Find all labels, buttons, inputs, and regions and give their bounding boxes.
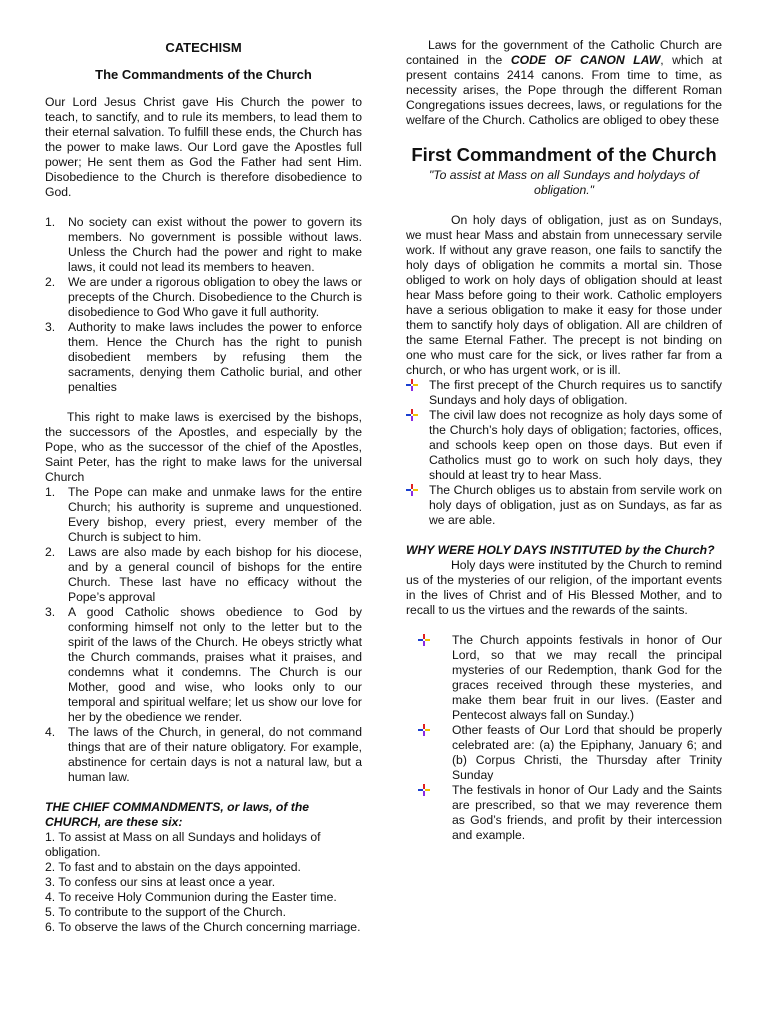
four-color-cross-bullet-icon: [406, 409, 418, 421]
commandments-heading: The Commandments of the Church: [95, 67, 312, 82]
list-item: 4. The laws of the Church, in general, do not command things that are of their nature obligatory. For example, abstinence for certain days is not a natural law, but a human law.: [45, 725, 362, 784]
holy-days-paragraph: On holy days of obligation, just as on Sundays, we must hear Mass and abstain from unnecessary servile work. If without any grave reason, one fails to sanctify the holy days of obligation he commits a mortal sin. Those obliged to work on holy days of obligation should at least hear Mass before going to their work. Catholic employers have a serious obligation to make it easy for those under them to sanctify holy days of obligation. All are children of the same Eternal Father. The precept is not binding on one who must care for the sick, or lives rather far from a church, or who has urgent work, or is ill.: [406, 213, 722, 377]
list-item: The festivals in honor of Our Lady and the Saints are prescribed, so that we may reverence them as God’s friends, and profit by their intercession and example.: [406, 783, 722, 843]
list-item: Other feasts of Our Lord that should be properly celebrated are: (a) the Epiphany, January 6; and (b) Corpus Christi, the Thursday after Trinity Sunday: [406, 723, 722, 783]
list-item: 6. To observe the laws of the Church concerning marriage.: [45, 920, 361, 934]
first-commandment-quote: "To assist at Mass on all Sundays and holydays of obligation.": [428, 168, 700, 197]
list-item: 2. We are under a rigorous obligation to obey the laws or precepts of the Church. Disobedience to the Church is disobedience to God Who gave it full authority.: [45, 275, 362, 319]
chief-commandments-heading: THE CHIEF COMMANDMENTS, or laws, of the CHURCH, are these six:: [45, 800, 310, 829]
first-commandment-title: First Commandment of the Church: [411, 144, 717, 165]
list-item: 1. The Pope can make and unmake laws for the entire Church; his authority is supreme and unquestioned. Every bishop, every priest, every member of the Church is subject to him.: [45, 485, 362, 544]
right-column: [406, 38, 722, 843]
intro-paragraph: Our Lord Jesus Christ gave His Church the power to teach, to sanctify, and to rule its members, to lead them to their eternal salvation. To fulfill these ends, the Church has the power to make laws. Our Lord gave the Apostles full power; He sent them as God the Father had sent Him. Disobedience to the Church is therefore disobedience to God.: [45, 95, 362, 199]
list-item: 3. A good Catholic shows obedience to God by conforming himself not only to the letter but to the spirit of the laws of the Church. He obeys strictly what the Church commands, praises what it praises, and condemns what it condemns. The Church is our Mother, good and wise, who looks only to our temporal and spiritual welfare; let us show our love for her by the obedience we render.: [45, 605, 362, 724]
church-power-list: [45, 215, 362, 395]
four-color-cross-bullet-icon: [418, 784, 430, 796]
lawmakers-list: [45, 485, 362, 785]
list-item: The Church appoints festivals in honor of Our Lord, so that we may recall the principal mysteries of our Redemption, thank God for the graces received through these mysteries, and make them bear fruit in our lives. (Easter and Pentecost always fall on Sunday.): [406, 633, 722, 723]
list-item: 5. To contribute to the support of the Church.: [45, 905, 286, 919]
lawmaking-paragraph: This right to make laws is exercised by the bishops, the successors of the Apostles, and especially by the Pope, who as the successor of the chief of the Apostles, Saint Peter, has the right to make laws for the universal Church: [45, 410, 362, 484]
four-color-cross-bullet-icon: [406, 379, 418, 391]
four-color-cross-bullet-icon: [418, 634, 430, 646]
four-color-cross-bullet-icon: [406, 484, 418, 496]
list-item: 2. Laws are also made by each bishop for his diocese, and by a general council of bishops for the entire Church. These last have no efficacy without the Pope’s approval: [45, 545, 362, 604]
commandments-list: [45, 830, 362, 935]
list-item: 4. To receive Holy Communion during the Easter time.: [45, 890, 337, 904]
why-holy-days-paragraph: Holy days were instituted by the Church to remind us of the mysteries of our religion, of the important events in the lives of Christ and of His Blessed Mother, and to recall to us the virtues and the rewards of the saints.: [406, 558, 722, 617]
list-item: 2. To fast and to abstain on the days appointed.: [45, 860, 301, 874]
why-holy-days-heading: WHY WERE HOLY DAYS INSTITUTED by the Church?: [406, 543, 715, 557]
list-item: 1. No society can exist without the power to govern its members. No government is possible without laws. Unless the Church had the power and right to make laws, it could not lead its members to heaven.: [45, 215, 362, 274]
list-item: The civil law does not recognize as holy days some of the Church’s holy days of obligation; factories, offices, and schools keep open on those days. But even if Catholics must go to work on such holy days, they should at least try to hear Mass.: [406, 408, 722, 483]
list-item: 1. To assist at Mass on all Sundays and holidays of obligation.: [45, 830, 321, 859]
code-of-canon-law-emphasis: CODE OF CANON LAW: [510, 53, 661, 67]
precept-bullet-list: [406, 378, 722, 528]
list-item: 3. To confess our sins at least once a year.: [45, 875, 276, 889]
list-item: 3. Authority to make laws includes the power to enforce them. Hence the Church has the right to punish disobedient members by refusing them the sacraments, denying them Catholic burial, and other penalties: [45, 320, 362, 394]
catechism-heading: CATECHISM: [165, 40, 242, 55]
canon-law-paragraph: Laws for the government of the Catholic Church are contained in the CODE OF CANON LAW, which at present contains 2414 canons. From time to time, as necessity arises, the Pope through the different Roman Congregations issues decrees, laws, or regulations for the welfare of the Church. Catholics are obliged to obey these: [406, 38, 722, 127]
list-item: The Church obliges us to abstain from servile work on holy days of obligation, just as on Sundays, as far as we are able.: [406, 483, 722, 528]
list-item: The first precept of the Church requires us to sanctify Sundays and holy days of obligation.: [406, 378, 722, 408]
left-column: [45, 38, 362, 935]
festivals-bullet-list: [406, 633, 722, 843]
four-color-cross-bullet-icon: [418, 724, 430, 736]
